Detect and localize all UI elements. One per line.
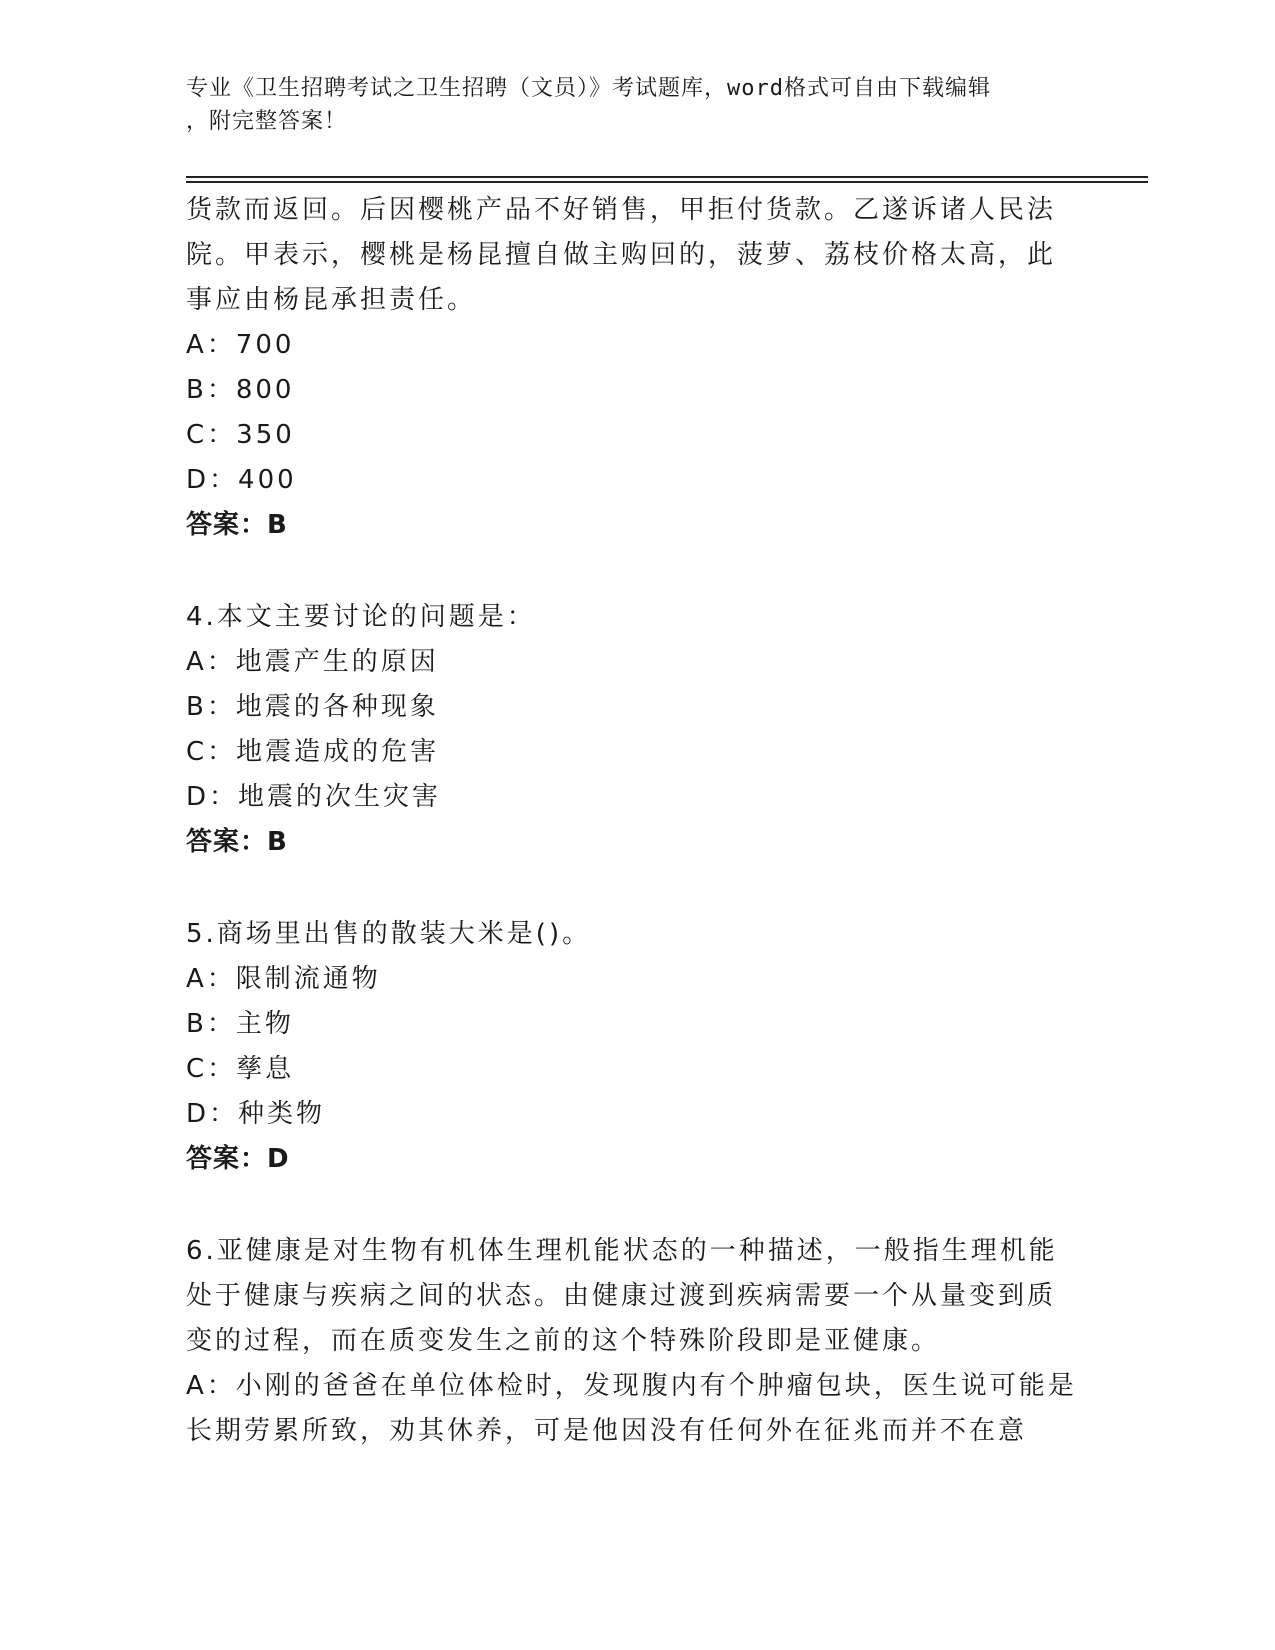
header-divider-top (186, 176, 1148, 178)
header-line-2: ，附完整答案！ (186, 109, 348, 134)
question-6-stem-line-1: 6.亚健康是对生物有机体生理机能状态的一种描述，一般指生理机能 (186, 1236, 1058, 1266)
question-5-answer: 答案：D (186, 1144, 290, 1174)
question-3 (186, 188, 1076, 548)
spacer (186, 548, 1076, 595)
question-4-option-d: D：地震的次生灾害 (186, 782, 442, 812)
question-3-stem-line-2: 院。甲表示，樱桃是杨昆擅自做主购回的，菠萝、荔枝价格太高，此 (186, 240, 1057, 270)
question-5-option-d: D：种类物 (186, 1099, 326, 1129)
question-6-option-a-line-2: 长期劳累所致，劝其休养，可是他因没有任何外在征兆而并不在意 (186, 1416, 1028, 1446)
question-3-option-a: A：700 (186, 330, 295, 360)
question-3-option-b: B：800 (186, 375, 295, 405)
question-4-option-b: B：地震的各种现象 (186, 692, 439, 722)
header-line-1: 专业《卫生招聘考试之卫生招聘（文员）》考试题库，word格式可自由下载编辑 (186, 76, 991, 101)
question-5 (186, 912, 1076, 1182)
question-5-option-b: B：主物 (186, 1009, 294, 1039)
question-5-stem: 5.商场里出售的散装大米是()。 (186, 919, 592, 949)
question-3-option-d: D：400 (186, 465, 297, 495)
question-4-option-c: C：地震造成的危害 (186, 737, 440, 767)
document-header (186, 72, 1066, 138)
spacer (186, 1182, 1076, 1229)
question-4-option-a: A：地震产生的原因 (186, 647, 439, 677)
question-3-stem-line-1: 货款而返回。后因樱桃产品不好销售，甲拒付货款。乙遂诉诸人民法 (186, 195, 1057, 225)
question-5-option-a: A：限制流通物 (186, 964, 381, 994)
question-4-stem: 4.本文主要讨论的问题是： (186, 602, 536, 632)
question-3-option-c: C：350 (186, 420, 295, 450)
question-6 (186, 1229, 1076, 1454)
question-6-stem-line-2: 处于健康与疾病之间的状态。由健康过渡到疾病需要一个从量变到质 (186, 1281, 1057, 1311)
question-4-answer: 答案：B (186, 827, 288, 857)
question-3-answer: 答案：B (186, 510, 288, 540)
question-content (186, 188, 1076, 1454)
spacer (186, 865, 1076, 912)
header-divider-bottom (186, 181, 1148, 183)
question-6-stem-line-3: 变的过程，而在质变发生之前的这个特殊阶段即是亚健康。 (186, 1326, 941, 1356)
question-3-stem-line-3: 事应由杨昆承担责任。 (186, 285, 477, 315)
question-6-option-a-line-1: A：小刚的爸爸在单位体检时，发现腹内有个肿瘤包块，医生说可能是 (186, 1371, 1077, 1401)
question-4 (186, 595, 1076, 865)
question-5-option-c: C：孳息 (186, 1054, 295, 1084)
